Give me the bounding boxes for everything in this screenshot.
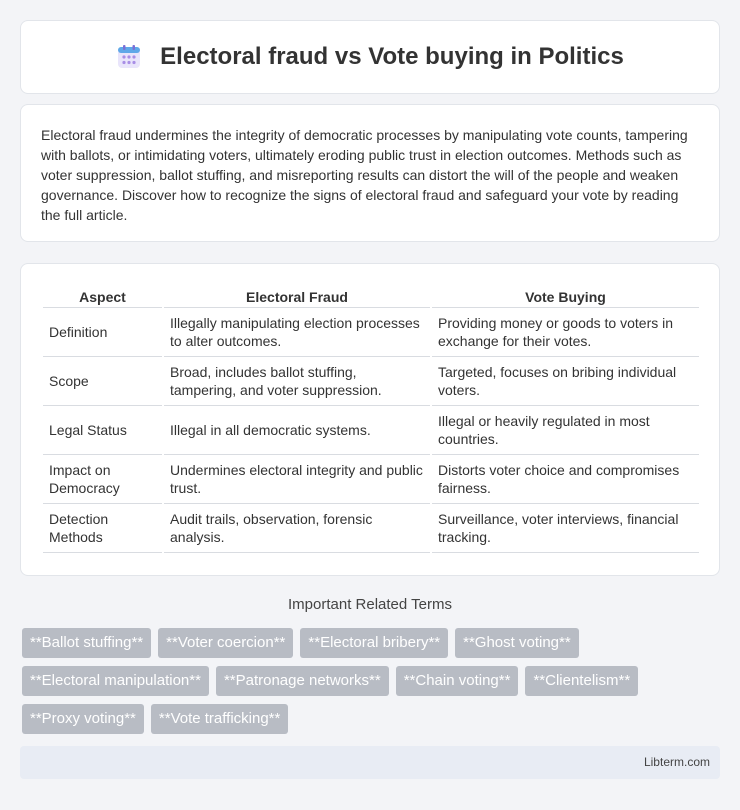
footer-site-link[interactable]: Libterm.com: [643, 755, 710, 769]
table-cell: Undermines electoral integrity and public trust.: [164, 455, 430, 504]
intro-text: Electoral fraud undermines the integrity of democratic processes by manipulating vote counts, tampering with ballots, or intimidating voters, ultimately eroding public trust in election outcomes. Methods such as voter suppression, ballot stuffing, and misreporting results can distort the will of the people and weaken governance. Discover how to recognize the signs of electoral fraud and safeguard your vote by reading the full article.: [41, 127, 688, 223]
table-row: [43, 504, 699, 553]
related-term-tag[interactable]: **Proxy voting**: [22, 704, 144, 734]
header-card: [20, 20, 720, 94]
page-title: Electoral fraud vs Vote buying in Politics: [160, 43, 624, 70]
table-row: [43, 357, 699, 406]
table-cell: Distorts voter choice and compromises fairness.: [432, 455, 699, 504]
related-term-tag[interactable]: **Ballot stuffing**: [22, 628, 151, 658]
table-cell: Illegally manipulating election processes to alter outcomes.: [164, 308, 430, 357]
table-cell: Providing money or goods to voters in exchange for their votes.: [432, 308, 699, 357]
table-cell: Impact on Democracy: [43, 455, 162, 504]
intro-card: [20, 104, 720, 242]
table-cell: Illegal or heavily regulated in most countries.: [432, 406, 699, 455]
related-term-tag[interactable]: **Clientelism**: [525, 666, 638, 696]
related-term-tag[interactable]: **Voter coercion**: [158, 628, 293, 658]
related-term-tag[interactable]: **Ghost voting**: [455, 628, 579, 658]
table-cell: Legal Status: [43, 406, 162, 455]
comparison-table: [41, 286, 701, 553]
table-row: [43, 455, 699, 504]
related-term-tag[interactable]: **Vote trafficking**: [151, 704, 288, 734]
related-term-tag[interactable]: **Electoral bribery**: [300, 628, 448, 658]
header-aspect: Aspect: [43, 286, 162, 308]
table-cell: Broad, includes ballot stuffing, tampering, and voter suppression.: [164, 357, 430, 406]
table-cell: Detection Methods: [43, 504, 162, 553]
header-electoral-fraud: Electoral Fraud: [164, 286, 430, 308]
related-terms-list: [22, 628, 722, 734]
table-cell: Scope: [43, 357, 162, 406]
related-term-tag[interactable]: **Patronage networks**: [216, 666, 389, 696]
table-cell: Illegal in all democratic systems.: [164, 406, 430, 455]
table-row: [43, 308, 699, 357]
header-vote-buying: Vote Buying: [432, 286, 699, 308]
table-cell: Definition: [43, 308, 162, 357]
table-row: [43, 406, 699, 455]
table-cell: Targeted, focuses on bribing individual voters.: [432, 357, 699, 406]
related-term-tag[interactable]: **Chain voting**: [396, 666, 519, 696]
table-cell: Audit trails, observation, forensic analysis.: [164, 504, 430, 553]
related-term-tag[interactable]: **Electoral manipulation**: [22, 666, 209, 696]
comparison-table-card: [20, 263, 720, 576]
table-header-row: [43, 286, 699, 308]
related-terms-title: Important Related Terms: [288, 596, 452, 613]
table-cell: Surveillance, voter interviews, financial tracking.: [432, 504, 699, 553]
footer: [20, 746, 720, 779]
calendar-icon: [116, 44, 142, 70]
